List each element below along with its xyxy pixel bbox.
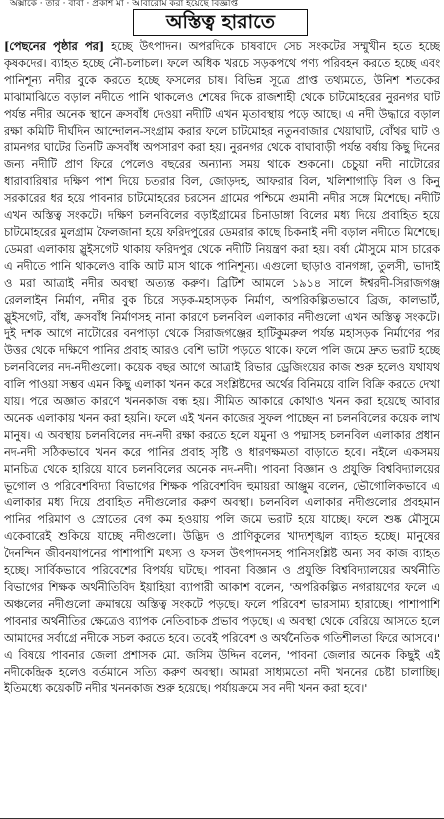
article-headline: অস্তিত্ব হারাতে xyxy=(133,9,308,36)
clipped-previous-line: অক্সাকে · তার · বাবা · প্রকাশ মা · আবারোম করা হয়েছে বিজ্ঞপ্তি xyxy=(10,0,238,8)
article-text: হচ্ছে উৎপাদন। অপরদিকে চাষবাদে সেচ সংকটের সম্মুখীন হতে হচ্ছে কৃষকদের। ব্যাহত হচ্ছে নৌ-চলাচল। ফলে অধিক খরচে সড়কপথে পণ্য পরিবহন করতে হচ্ছে এবং পানিশূন্য নদীর বুকে করতে হচ্ছে ফসলের চাষ। বিভিন্ন সূত্রে প্রাপ্ত তথ্যমতে, উনিশ শতকের মাঝামাঝিতে বড়াল নদীতে পানি থাকলেও শেষের দিকে রাজশাহী থেকে চাটমোহরের নুরনগর ঘাট পর্যন্ত নদীর অনেক স্থানে ক্রসবাঁধ দেওয়া নদীটি এখন মৃতাবস্থায় পড়ে আছে। এ নদী উদ্ধারে বড়াল রক্ষা কমিটি দীর্ঘদিন আন্দোলন-সংগ্রাম করার ফলে চাটমোহর নতুনবাজার খেয়াঘাট, বোঁথর ঘাট ও রামনগর ঘাটের তিনটি ক্রসবাঁধ অপসারণ করা হয়। নুরনগর থেকে বাঘাবাড়ী পর্যন্ত বর্ষায় কিছু দিনের জন্য নদীটি প্রাণ ফিরে পেলেও বছরের অন্যান্য সময় থাকে শুকনো। চেচুয়া নদী নাটোরের ধারাবারিষার দক্ষিণ পাশ দিয়ে চতরার বিল, জোড়দহ, আফরার বিল, খলিশাগাড়ি বিল ও কিনু সরকারের ধর হয়ে পাবনার চাটমোহরের চরসেন গ্রামের পশ্চিমে গুমানী নদীর সঙ্গে মিশেছে। নদীটি এখন অস্তিত্ব সংকটে। দক্ষিণ চলনবিলের বড়াইগ্রামের চিনাডাঙ্গা বিলের মধ্য দিয়ে প্রবাহিত হয়ে চাটমোহরের মুলগ্রাম ফৈলজানা হয়ে ফরিদপুরের ডেমরার কাছে চিকনাই নদী বড়াল নদীতে মিশেছে। ডেমরা এলাকায় স্লুইসগেট থাকায় ফরিদপুর থেকে নদীটি নিয়ন্ত্রণ করা হয়। বর্ষা মৌসুমে মাস চারেক এ নদীতে পানি থাকলেও বাকি আট মাস থাকে পানিশূন্য। এগুলো ছাড়াও বানগঙ্গা, তুলসী, ভাদাই ও মরা আত্রাই নদীর অবস্থা অত্যন্ত করুণ। ব্রিটিশ আমলে ১৯১৪ সালে ঈশ্বরদী-সিরাজগঞ্জ রেললাইন নির্মাণ, নদীর বুক চিরে সড়ক-মহাসড়ক নির্মাণ, অপরিকল্পিতভাবে ব্রিজ, কালভার্ট, স্লুইসগেট, বাঁধ, ক্রসবাঁধ নির্মাণসহ নানা কারণে চলনবিল এলাকার নদীগুলো এখন অস্তিত্ব সংকটে। দুই দশক আগে নাটোরের বনপাড়া থেকে সিরাজগঞ্জের হাটিকুমরুল পর্যন্ত মহাসড়ক নির্মাণের পর উত্তর থেকে দক্ষিণে পানির প্রবাহ আরও বেশি ভাটা পড়তে থাকে। ফলে পলি জমে দ্রুত ভরাট হচ্ছে চলনবিলের নদ-নদীগুলো। কয়েক বছর আগে আত্রাই রিভার ড্রেজিংয়ের কাজ শুরু হলেও যথাযথ বালি পাওয়া সম্ভব এমন কিছু এলাকা খনন করে সংশ্লিষ্টদের অর্থের বিনিময়ে বালি বিক্রি করতে দেখা যায়। পরে অজ্ঞাত কারণে খননকাজ বন্ধ হয়। সীমিত আকারে কোথাও খনন করা হয়েছে আবার অনেক এলাকায় খনন করা হয়নি। ফলে এই খনন কাজের সুফল পাচ্ছেন না চলনবিলের কয়েক লাখ মানুষ। এ অবস্থায় চলনবিলের নদ-নদী রক্ষা করতে হলে যমুনা ও পদ্মাসহ চলনবিল এলাকার প্রধান নদ-নদী সঠিকভাবে খনন করে পানির প্রবাহ সৃষ্টি ও ধারণক্ষমতা বাড়াতে হবে। নইলে একসময় মানচিত্র থেকে হারিয়ে যাবে চলনবিলের অনেক নদ-নদী। পাবনা বিজ্ঞান ও প্রযুক্তি বিশ্ববিদ্যালয়ের ভূগোল ও পরিবেশবিদ্যা বিভাগের শিক্ষক পরিবেশবিদ হুমায়রা আঞ্জুম বলেন, ভৌগোলিকভাবে এ এলাকার মধ্য দিয়ে প্রবাহিত নদীগুলোর করুণ অবস্থা। চলনবিল এলাকার নদীগুলোর প্রবহমান পানির পরিমাণ ও স্রোতের বেগ কম হওয়ায় পলি জমে ভরাট হয়ে যাচ্ছে। ফলে শুষ্ক মৌসুমে একেবারেই শুকিয়ে যাচ্ছে নদীগুলো। উদ্ভিদ ও প্রাণিকুলের খাদ্যশৃঙ্খল ব্যাহত হচ্ছে। মানুষের দৈনন্দিন জীবনযাপনের পাশাপাশি মৎস্য ও ফসল উৎপাদনসহ পানিসংশ্লিষ্ট অন্য সব কাজ ব্যাহত হচ্ছে। সার্বিকভাবে পরিবেশের বিপর্যয় ঘটছে। পাবনা বিজ্ঞান ও প্রযুক্তি বিশ্ববিদ্যালয়ের অর্থনীতি বিভাগের শিক্ষক অর্থনীতিবিদ ইয়াহিয়া ব্যাপারী আকাশ বলেন, 'অপরিকল্পিত নগরায়ণের ফলে এ অঞ্চলের নদীগুলো ক্রমান্বয়ে অস্তিত্ব সংকটে পড়ছে। ফলে পরিবেশ ভারসাম্য হারাচ্ছে। পাশাপাশি পাবনার অর্থনীতির ক্ষেত্রেও ব্যাপক নেতিবাচক প্রভাব পড়ছে। এ অবস্থা থেকে বেরিয়ে আসতে হলে আমাদের সর্বাগ্রে নদীকে সচল করতে হবে। তবেই পরিবেশ ও অর্থনৈতিক গতিশীলতা ফিরে আসবে।' এ বিষয়ে পাবনার জেলা প্রশাসক মো. জসিম উদ্দিন বলেন, 'পাবনা জেলার অনেক কিছুই এই নদীকেন্দ্রিক হলেও বর্তমানে সত্যি করুণ অবস্থা। আমরা সাধ্যমতো নদী খননের চেষ্টা চালাচ্ছি। ইতিমধ্যে কয়েকটি নদীর খননকাজ শুরু হয়েছে। পর্যায়ক্রমে সব নদী খনন করা হবে।' xyxy=(4,39,440,696)
article-body xyxy=(4,38,440,816)
continued-from-label: [পেছনের পৃষ্ঠার পর] xyxy=(4,39,105,53)
article-paragraph xyxy=(4,38,440,697)
